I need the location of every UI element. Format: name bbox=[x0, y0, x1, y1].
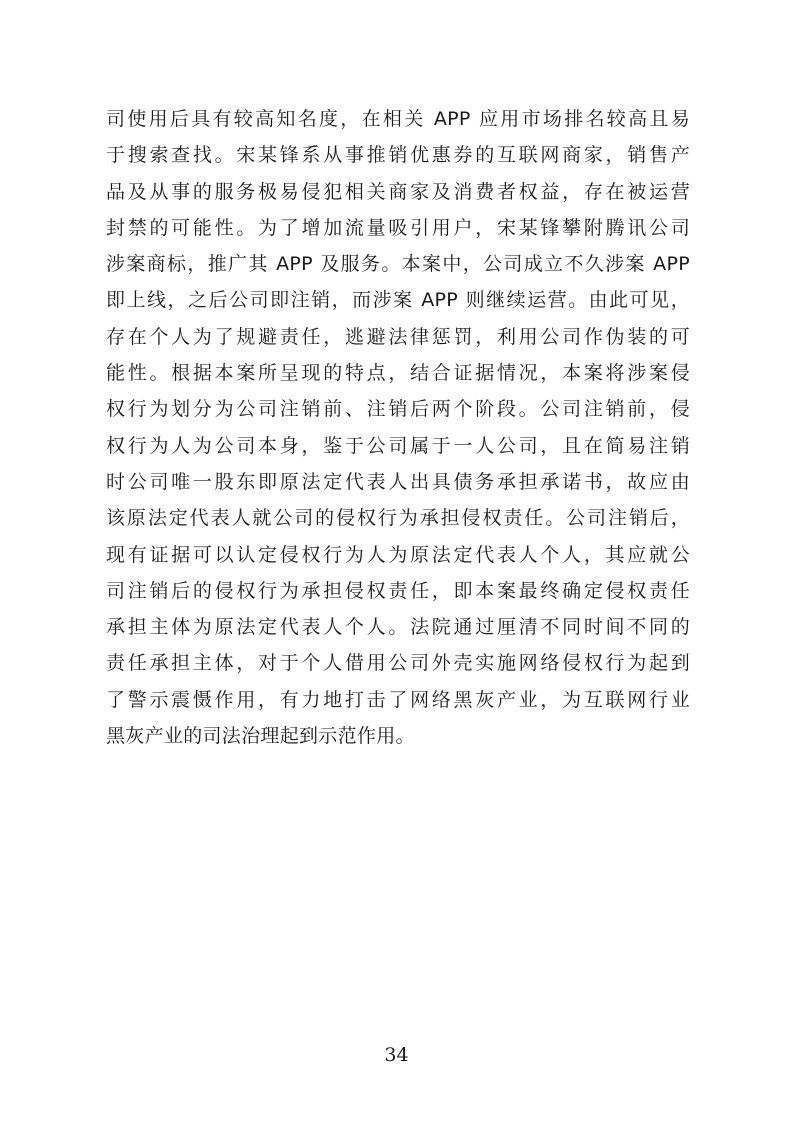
text-line: 权行为人为公司本身，鉴于公司属于一人公司，且在简易注销 bbox=[106, 434, 690, 457]
text-line: 权行为划分为公司注销前、注销后两个阶段。公司注销前，侵 bbox=[106, 398, 690, 421]
text-line: 封禁的可能性。为了增加流量吸引用户，宋某锋攀附腾讯公司 bbox=[106, 216, 690, 239]
text-line: 即上线，之后公司即注销，而涉案 APP 则继续运营。由此可见， bbox=[106, 289, 690, 312]
text-line: 现有证据可以认定侵权行为人为原法定代表人个人，其应就公 bbox=[106, 543, 690, 566]
text-line: 品及从事的服务极易侵犯相关商家及消费者权益，存在被运营 bbox=[106, 180, 690, 203]
text-line: 于搜索查找。宋某锋系从事推销优惠券的互联网商家，销售产 bbox=[106, 144, 690, 167]
text-line: 黑灰产业的司法治理起到示范作用。 bbox=[106, 725, 415, 748]
text-line: 承担主体为原法定代表人个人。法院通过厘清不同时间不同的 bbox=[106, 616, 690, 639]
text-line: 存在个人为了规避责任，逃避法律惩罚，利用公司作伪装的可 bbox=[106, 325, 690, 348]
text-line: 时公司唯一股东即原法定代表人出具债务承担承诺书，故应由 bbox=[106, 470, 690, 493]
text-line: 了警示震慑作用，有力地打击了网络黑灰产业，为互联网行业 bbox=[106, 688, 690, 711]
text-line: 能性。根据本案所呈现的特点，结合证据情况，本案将涉案侵 bbox=[106, 362, 690, 385]
text-line: 司注销后的侵权行为承担侵权责任，即本案最终确定侵权责任 bbox=[106, 579, 690, 602]
text-line: 该原法定代表人就公司的侵权行为承担侵权责任。公司注销后， bbox=[106, 507, 690, 530]
text-line: 责任承担主体，对于个人借用公司外壳实施网络侵权行为起到 bbox=[106, 652, 690, 675]
text-line: 涉案商标，推广其 APP 及服务。本案中，公司成立不久涉案 APP bbox=[106, 253, 690, 276]
body-paragraph bbox=[106, 101, 690, 754]
page-number: 34 bbox=[384, 1044, 409, 1066]
text-line: 司使用后具有较高知名度，在相关 APP 应用市场排名较高且易 bbox=[106, 108, 690, 130]
